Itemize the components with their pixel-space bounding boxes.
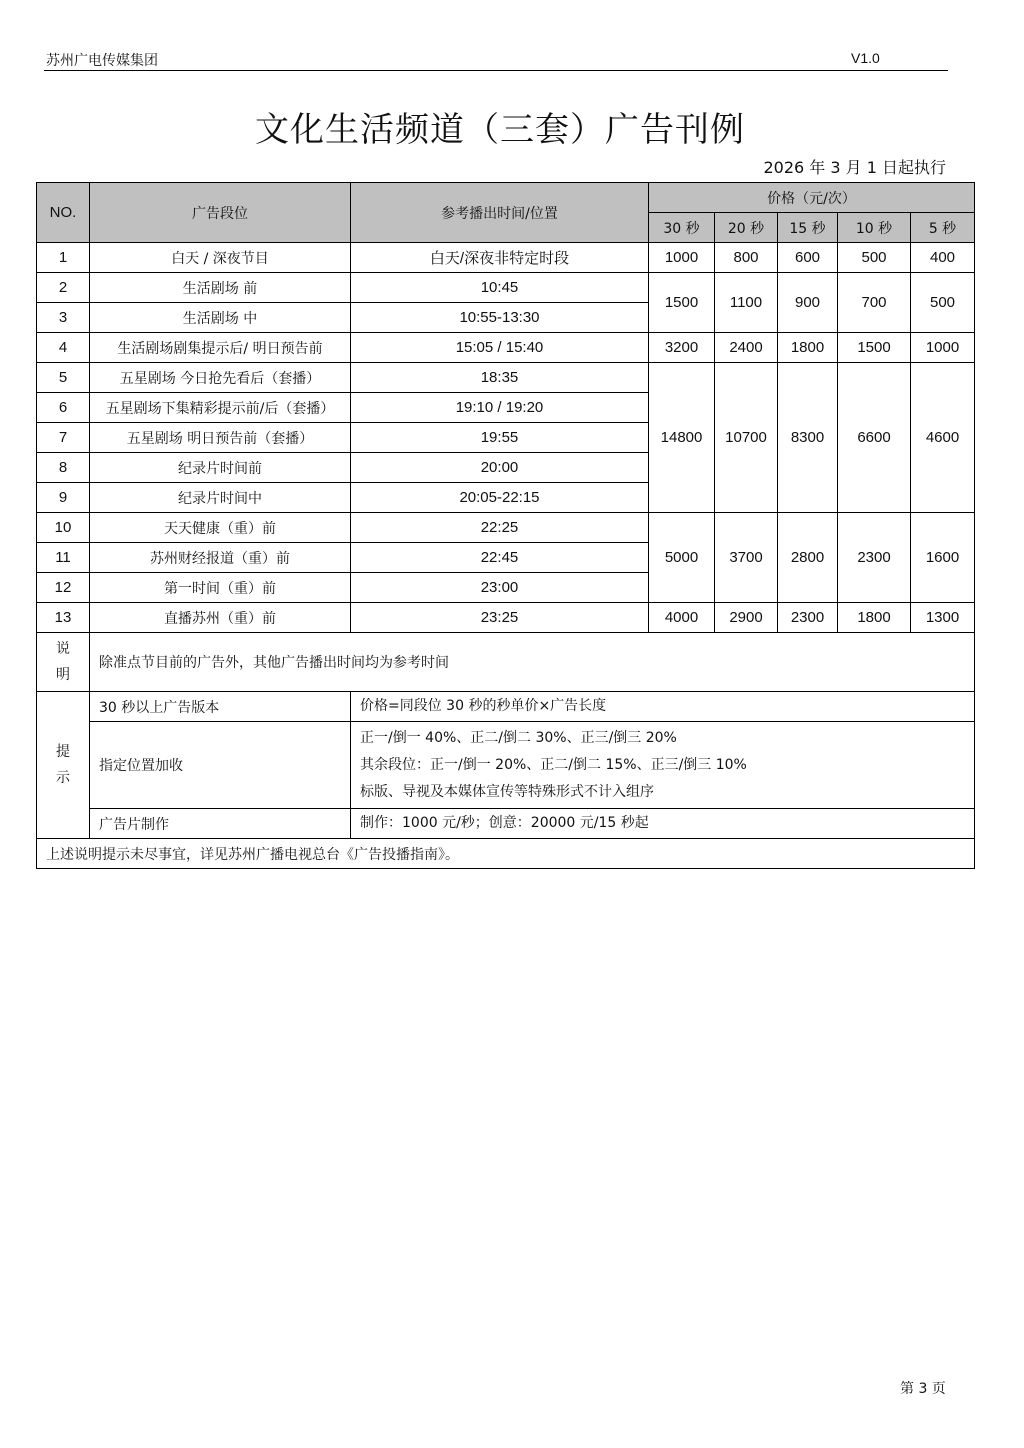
tip-line: 价格=同段位 30 秒的秒单价×广告长度 — [360, 698, 607, 714]
tip-detail — [351, 692, 975, 722]
price-cell: 2900 — [715, 603, 778, 633]
header-divider — [44, 70, 948, 71]
header-segment: 广告段位 — [90, 183, 351, 243]
tips-label: 提 示 — [37, 692, 90, 839]
price-cell: 1000 — [911, 333, 975, 363]
header-no: NO. — [37, 183, 90, 243]
effective-date: 2026 年 3 月 1 日起执行 — [763, 158, 946, 177]
row-no: 10 — [37, 513, 90, 543]
price-cell: 800 — [715, 243, 778, 273]
rate-card-table — [36, 182, 975, 869]
page-title: 文化生活频道（三套）广告刊例 — [255, 110, 745, 150]
row-no: 7 — [37, 423, 90, 453]
price-cell: 6600 — [838, 363, 911, 513]
tip-detail — [351, 809, 975, 839]
tip-line: 标版、导视及本媒体宣传等特殊形式不计入组序 — [360, 783, 654, 800]
explain-label: 说 明 — [37, 633, 90, 692]
row-time: 10:55-13:30 — [351, 303, 649, 333]
tip-row — [37, 692, 975, 722]
price-cell: 600 — [778, 243, 838, 273]
price-cell: 2300 — [838, 513, 911, 603]
price-cell: 4600 — [911, 363, 975, 513]
table-row — [37, 513, 975, 543]
row-segment: 生活剧场剧集提示后/ 明日预告前 — [90, 333, 351, 363]
row-no: 3 — [37, 303, 90, 333]
row-no: 2 — [37, 273, 90, 303]
page-number: 第 3 页 — [900, 1381, 946, 1397]
row-segment: 五星剧场下集精彩提示前/后（套播） — [90, 393, 351, 423]
row-time: 22:45 — [351, 543, 649, 573]
row-time: 19:10 / 19:20 — [351, 393, 649, 423]
row-no: 8 — [37, 453, 90, 483]
price-cell: 8300 — [778, 363, 838, 513]
row-no: 1 — [37, 243, 90, 273]
price-cell: 4000 — [649, 603, 715, 633]
row-time: 18:35 — [351, 363, 649, 393]
price-cell: 3200 — [649, 333, 715, 363]
price-cell: 14800 — [649, 363, 715, 513]
price-cell: 2800 — [778, 513, 838, 603]
price-cell: 400 — [911, 243, 975, 273]
row-time: 22:25 — [351, 513, 649, 543]
footer-row — [37, 839, 975, 869]
price-cell: 1500 — [649, 273, 715, 333]
row-time: 20:00 — [351, 453, 649, 483]
header-org: 苏州广电传媒集团 — [46, 53, 158, 69]
row-segment: 纪录片时间中 — [90, 483, 351, 513]
row-segment: 第一时间（重）前 — [90, 573, 351, 603]
header-price: 价格（元/次） — [649, 183, 975, 213]
table-row — [37, 333, 975, 363]
footer-note: 上述说明提示未尽事宜，详见苏州广播电视总台《广告投播指南》。 — [37, 839, 975, 869]
table-row — [37, 243, 975, 273]
row-time: 20:05-22:15 — [351, 483, 649, 513]
table-row — [37, 363, 975, 393]
price-cell: 500 — [911, 273, 975, 333]
row-no: 5 — [37, 363, 90, 393]
tip-line: 其余段位：正一/倒一 20%、正二/倒二 15%、正三/倒三 10% — [360, 756, 747, 773]
row-segment: 五星剧场 明日预告前（套播） — [90, 423, 351, 453]
tip-row — [37, 809, 975, 839]
row-time: 19:55 — [351, 423, 649, 453]
price-cell: 1300 — [911, 603, 975, 633]
tip-detail — [351, 722, 975, 809]
price-cell: 900 — [778, 273, 838, 333]
row-segment: 白天 / 深夜节目 — [90, 243, 351, 273]
header-duration: 10 秒 — [838, 213, 911, 243]
row-segment: 天天健康（重）前 — [90, 513, 351, 543]
header-duration: 30 秒 — [649, 213, 715, 243]
header-duration: 15 秒 — [778, 213, 838, 243]
row-time: 15:05 / 15:40 — [351, 333, 649, 363]
header-duration: 5 秒 — [911, 213, 975, 243]
table-row — [37, 603, 975, 633]
header-version: V1.0 — [851, 50, 880, 66]
price-cell: 2300 — [778, 603, 838, 633]
tip-row — [37, 722, 975, 809]
row-no: 4 — [37, 333, 90, 363]
price-cell: 1600 — [911, 513, 975, 603]
price-cell: 3700 — [715, 513, 778, 603]
row-no: 12 — [37, 573, 90, 603]
price-cell: 2400 — [715, 333, 778, 363]
row-segment: 直播苏州（重）前 — [90, 603, 351, 633]
row-segment: 生活剧场 前 — [90, 273, 351, 303]
table-row — [37, 273, 975, 303]
row-no: 11 — [37, 543, 90, 573]
row-segment: 纪录片时间前 — [90, 453, 351, 483]
row-segment: 苏州财经报道（重）前 — [90, 543, 351, 573]
price-cell: 5000 — [649, 513, 715, 603]
header-duration: 20 秒 — [715, 213, 778, 243]
row-segment: 生活剧场 中 — [90, 303, 351, 333]
tip-line: 正一/倒一 40%、正二/倒二 30%、正三/倒三 20% — [360, 729, 677, 746]
price-cell: 1500 — [838, 333, 911, 363]
row-time: 23:00 — [351, 573, 649, 603]
tip-name: 广告片制作 — [90, 809, 351, 839]
row-no: 6 — [37, 393, 90, 423]
price-cell: 700 — [838, 273, 911, 333]
explain-row — [37, 633, 975, 692]
row-no: 13 — [37, 603, 90, 633]
price-cell: 10700 — [715, 363, 778, 513]
header-time: 参考播出时间/位置 — [351, 183, 649, 243]
row-time: 白天/深夜非特定时段 — [351, 243, 649, 273]
tip-name: 指定位置加收 — [90, 722, 351, 809]
row-time: 23:25 — [351, 603, 649, 633]
row-no: 9 — [37, 483, 90, 513]
row-segment: 五星剧场 今日抢先看后（套播） — [90, 363, 351, 393]
tip-name: 30 秒以上广告版本 — [90, 692, 351, 722]
price-cell: 1800 — [838, 603, 911, 633]
tip-line: 制作：1000 元/秒；创意：20000 元/15 秒起 — [360, 815, 649, 831]
price-cell: 1100 — [715, 273, 778, 333]
price-cell: 500 — [838, 243, 911, 273]
price-cell: 1000 — [649, 243, 715, 273]
price-cell: 1800 — [778, 333, 838, 363]
explain-text: 除准点节目前的广告外，其他广告播出时间均为参考时间 — [90, 633, 975, 692]
row-time: 10:45 — [351, 273, 649, 303]
